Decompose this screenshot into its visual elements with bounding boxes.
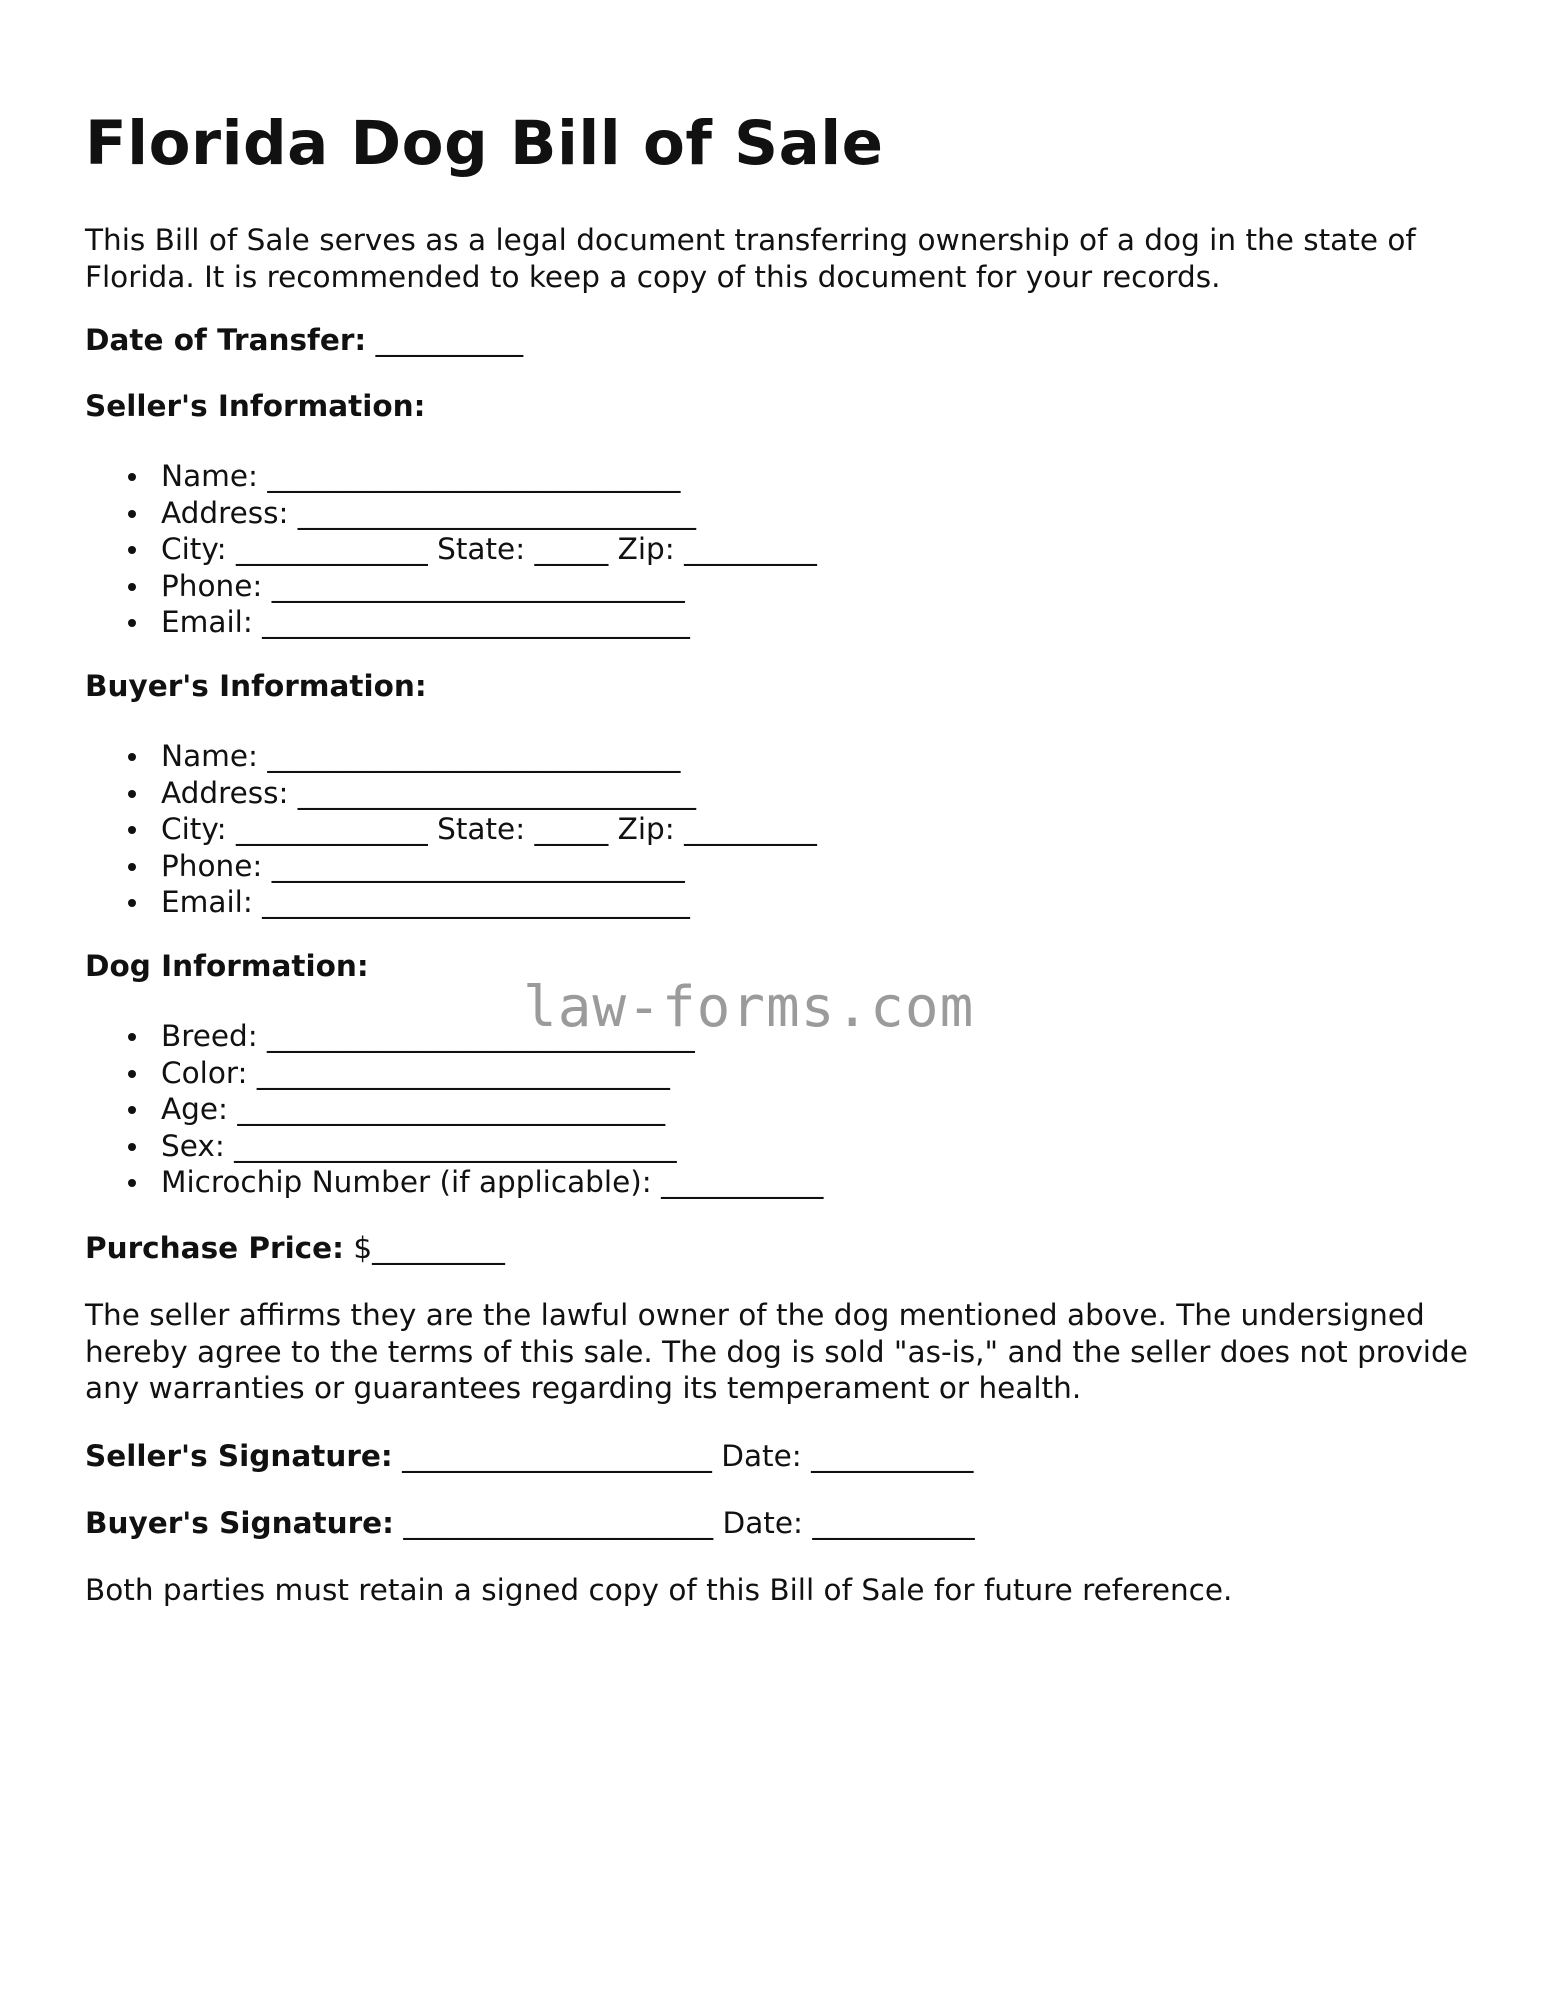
dog-sex-field[interactable]: Sex: ______________________________	[85, 1128, 823, 1165]
buyer-city-state-zip-field[interactable]: City: _____________ State: _____ Zip: _________	[85, 811, 817, 848]
buyer-email-field[interactable]: Email: _____________________________	[85, 884, 817, 921]
buyer-signature-line	[85, 1505, 975, 1542]
seller-address-field[interactable]: Address: ___________________________	[85, 495, 817, 532]
watermark-text: law-forms.com	[523, 975, 975, 1040]
seller-phone-field[interactable]: Phone: ____________________________	[85, 568, 817, 605]
seller-name-field[interactable]: Name: ____________________________	[85, 458, 817, 495]
buyer-phone-field[interactable]: Phone: ____________________________	[85, 848, 817, 885]
page-title: Florida Dog Bill of Sale	[85, 108, 884, 179]
footer-note: Both parties must retain a signed copy of this Bill of Sale for future reference.	[85, 1573, 1233, 1607]
purchase-price-field[interactable]: $_________	[353, 1231, 505, 1265]
seller-signature-line	[85, 1438, 973, 1475]
buyer-address-field[interactable]: Address: ___________________________	[85, 775, 817, 812]
dog-section-heading: Dog Information:	[85, 949, 369, 983]
date-of-transfer-label: Date of Transfer:	[85, 323, 367, 357]
date-of-transfer-field[interactable]: __________	[375, 323, 524, 357]
intro-paragraph: This Bill of Sale serves as a legal document transferring ownership of a dog in the state of Florida. It is recommended to keep a copy of this document for your records.	[85, 223, 1416, 294]
buyer-signature-field[interactable]: _____________________ Date: ___________	[403, 1506, 975, 1540]
buyer-name-field[interactable]: Name: ____________________________	[85, 738, 817, 775]
dog-age-field[interactable]: Age: _____________________________	[85, 1091, 823, 1128]
dog-fields-list	[85, 1018, 823, 1201]
seller-fields-list	[85, 458, 817, 641]
seller-email-field[interactable]: Email: _____________________________	[85, 604, 817, 641]
buyer-section-heading: Buyer's Information:	[85, 669, 427, 703]
buyer-fields-list	[85, 738, 817, 921]
purchase-price-line	[85, 1230, 505, 1267]
buyer-signature-label: Buyer's Signature:	[85, 1506, 394, 1540]
seller-signature-field[interactable]: _____________________ Date: ___________	[402, 1439, 974, 1473]
date-of-transfer-line	[85, 322, 523, 359]
dog-breed-field[interactable]: Breed: _____________________________	[85, 1018, 823, 1055]
purchase-price-label: Purchase Price:	[85, 1231, 344, 1265]
dog-color-field[interactable]: Color: ____________________________	[85, 1055, 823, 1092]
seller-section-heading: Seller's Information:	[85, 389, 426, 423]
terms-paragraph: The seller affirms they are the lawful owner of the dog mentioned above. The undersigned hereby agree to the terms of this sale. The dog is sold "as-is," and the seller does not provide any warranties or guarantees regarding its temperament or health.	[85, 1298, 1468, 1405]
seller-city-state-zip-field[interactable]: City: _____________ State: _____ Zip: _________	[85, 531, 817, 568]
dog-microchip-field[interactable]: Microchip Number (if applicable): ___________	[85, 1164, 823, 1201]
seller-signature-label: Seller's Signature:	[85, 1439, 393, 1473]
